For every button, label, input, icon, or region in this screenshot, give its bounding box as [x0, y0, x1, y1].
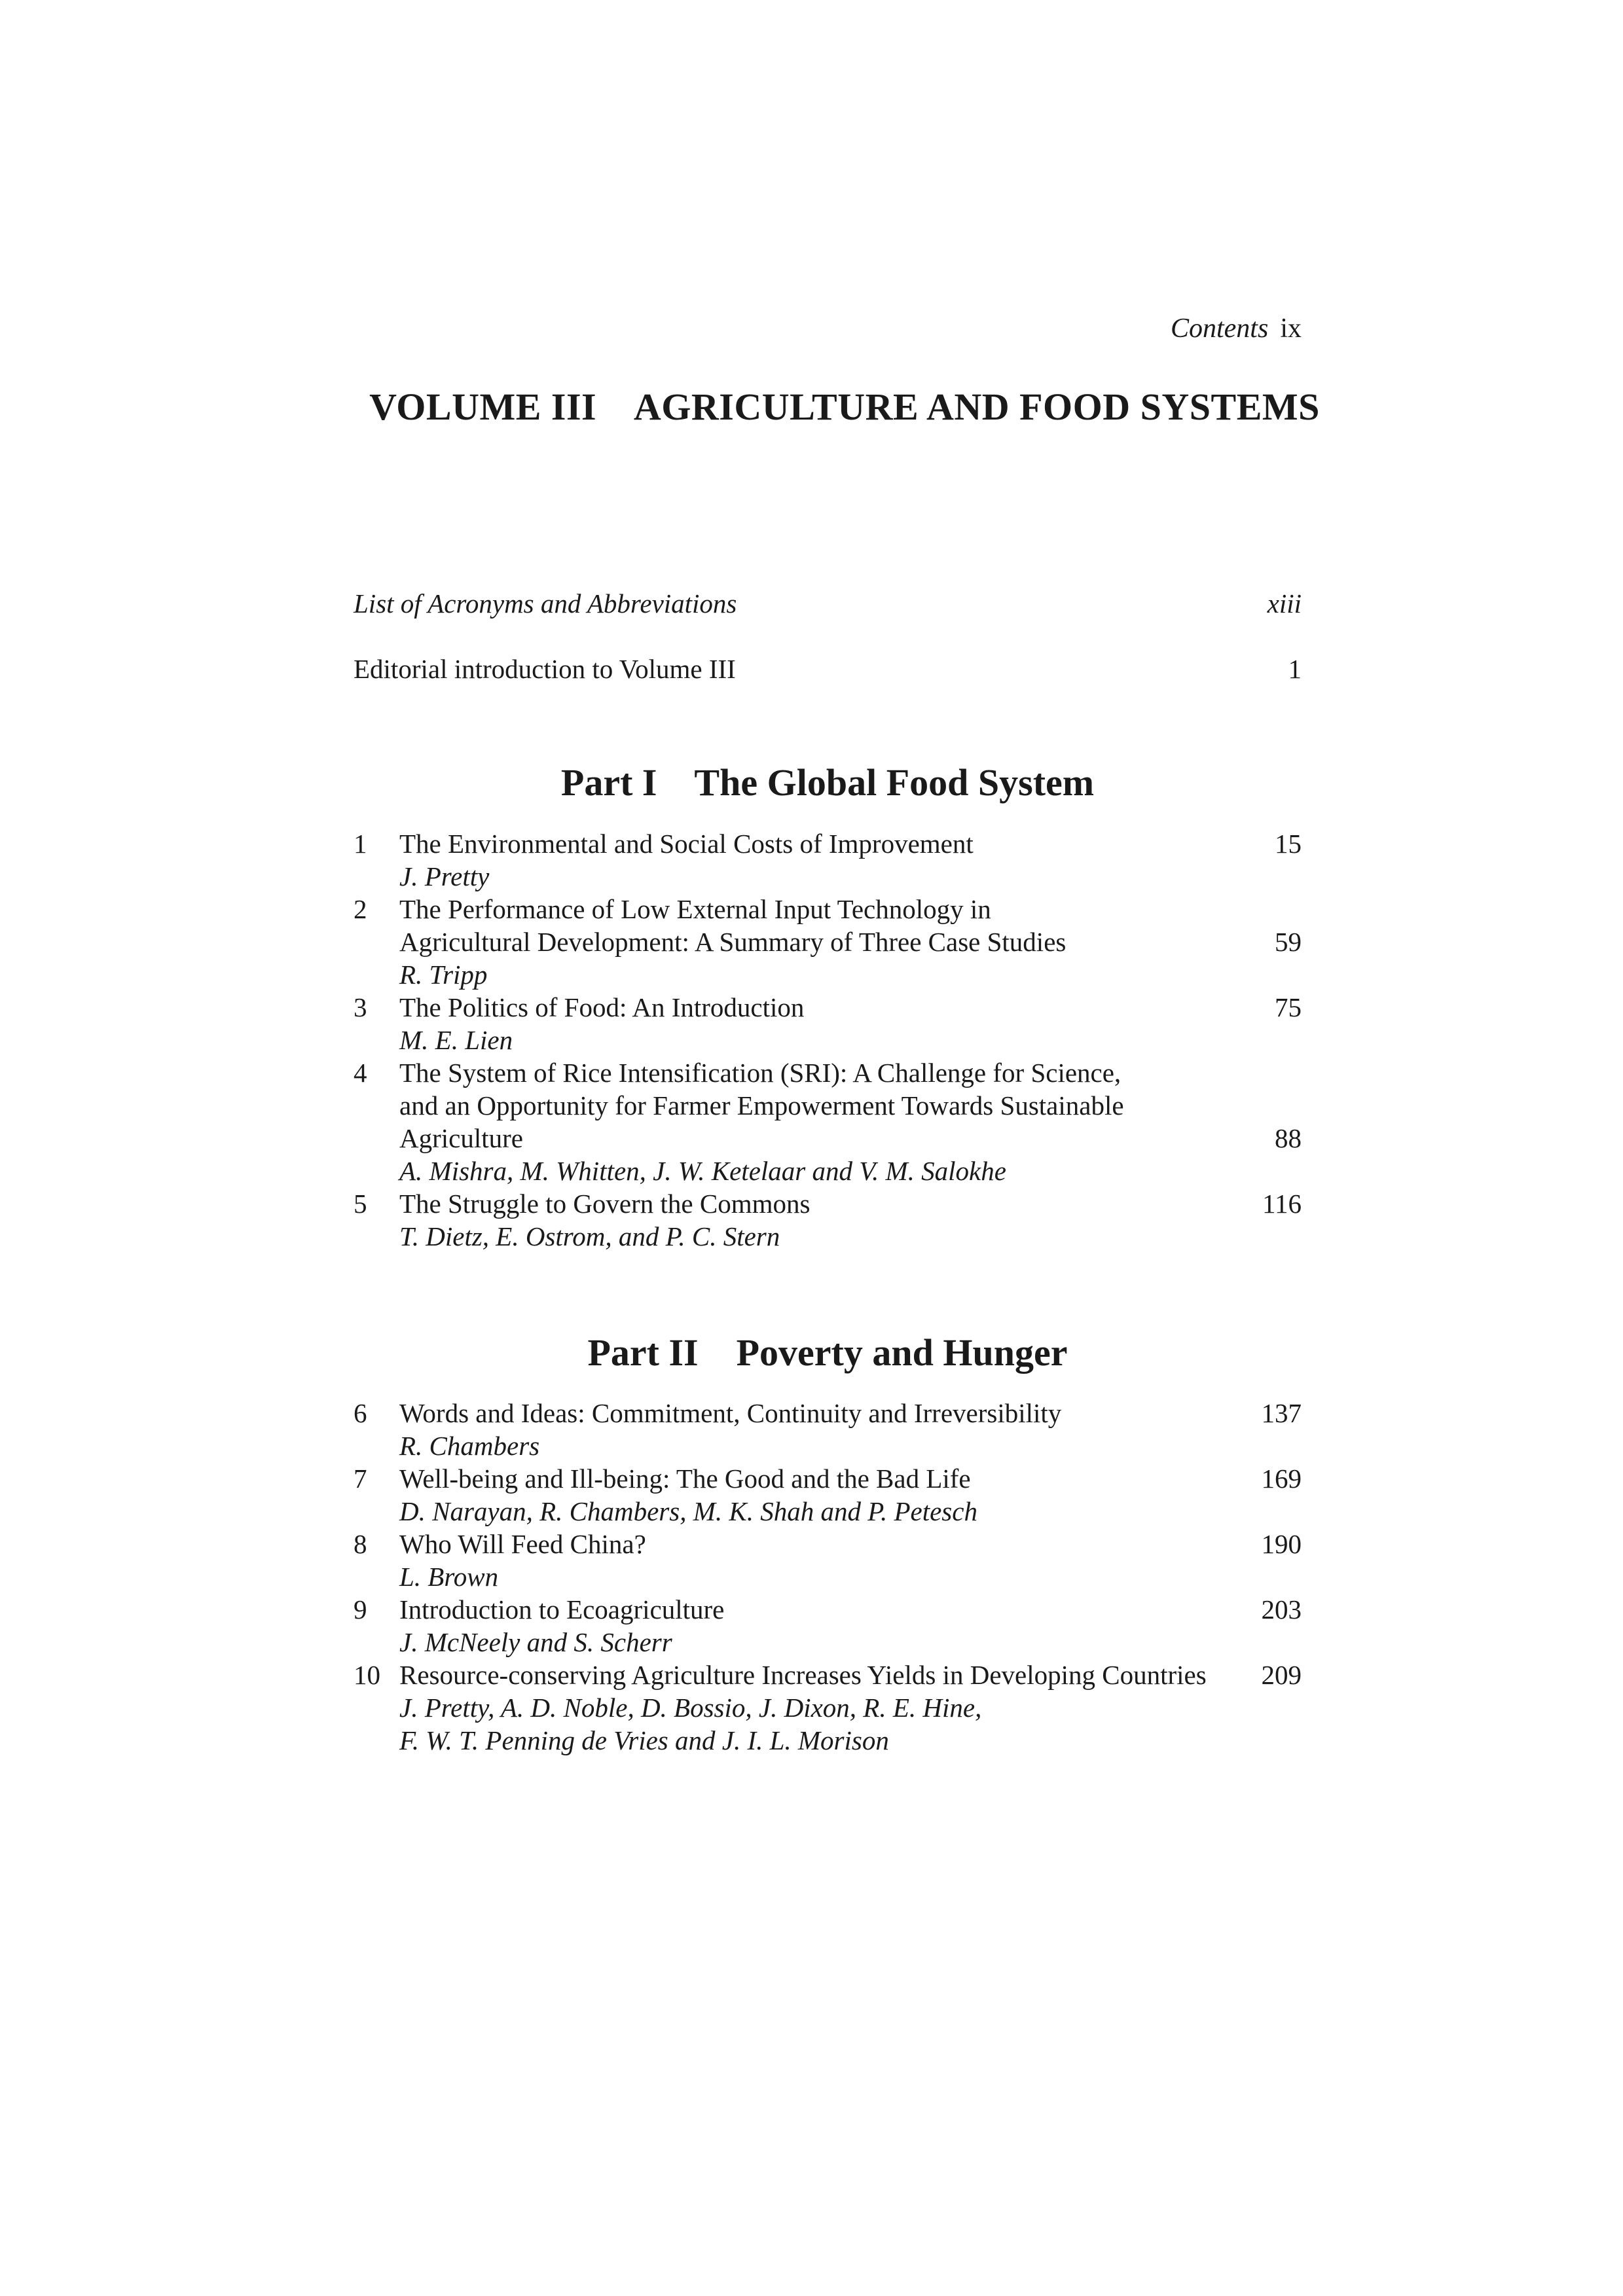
toc-entry: [354, 1397, 1302, 1462]
chapter-title-line: The System of Rice Intensification (SRI): A Challenge for Science,: [399, 1058, 1122, 1088]
front-matter-page: xiii: [1267, 588, 1302, 619]
chapter-page-number: 203: [1261, 1594, 1302, 1624]
chapter-body: [399, 1397, 1203, 1462]
toc-entry: [354, 1462, 1302, 1528]
front-matter-item: [354, 653, 1302, 685]
chapter-number: 2: [354, 894, 367, 924]
toc-list-part-2: [354, 1397, 1302, 1757]
chapter-authors: J. Pretty, A. D. Noble, D. Bossio, J. Dixon, R. E. Hine,: [399, 1693, 982, 1723]
chapter-title-line: The Struggle to Govern the Commons: [399, 1189, 811, 1219]
chapter-authors: L. Brown: [399, 1562, 499, 1592]
toc-entry: [354, 893, 1302, 991]
part-heading: Part II Poverty and Hunger: [587, 1331, 1068, 1374]
chapter-body: [399, 1528, 1203, 1593]
chapter-page-number: 15: [1275, 829, 1302, 859]
chapter-page-number: 116: [1262, 1189, 1302, 1219]
part-heading: Part I The Global Food System: [560, 761, 1095, 804]
chapter-title-line: and an Opportunity for Farmer Empowerment Towards Sustainable: [399, 1090, 1124, 1121]
chapter-body: [399, 827, 1203, 893]
chapter-title-line: Agricultural Development: A Summary of Three Case Studies: [399, 927, 1067, 957]
chapter-body: [399, 1187, 1203, 1253]
toc-entry: [354, 1056, 1302, 1187]
running-head-page-number: ix: [1280, 314, 1302, 344]
chapter-page-number: 190: [1261, 1529, 1302, 1559]
chapter-number: 4: [354, 1058, 367, 1088]
toc-entry: [354, 1593, 1302, 1659]
chapter-title-line: The Politics of Food: An Introduction: [399, 992, 805, 1022]
chapter-authors: A. Mishra, M. Whitten, J. W. Ketelaar and V. M. Salokhe: [399, 1156, 1006, 1186]
chapter-page-number: 169: [1261, 1463, 1302, 1494]
chapter-number: 10: [354, 1660, 380, 1690]
toc-entry: [354, 1187, 1302, 1253]
chapter-authors: J. Pretty: [399, 861, 490, 891]
chapter-authors: R. Chambers: [399, 1431, 540, 1461]
chapter-page-number: 137: [1261, 1398, 1302, 1428]
chapter-body: [399, 1462, 1203, 1528]
chapter-title-line: Agriculture: [399, 1123, 523, 1153]
chapter-page-number: 59: [1275, 927, 1302, 957]
chapter-authors: D. Narayan, R. Chambers, M. K. Shah and P. Petesch: [399, 1496, 977, 1526]
chapter-body: [399, 893, 1203, 991]
chapter-title-line: Words and Ideas: Commitment, Continuity and Irreversibility: [399, 1398, 1062, 1428]
chapter-authors: J. McNeely and S. Scherr: [399, 1627, 672, 1657]
chapter-number: 9: [354, 1594, 367, 1624]
chapter-authors: R. Tripp: [399, 960, 488, 990]
chapter-body: [399, 991, 1203, 1056]
chapter-title-line: The Environmental and Social Costs of Improvement: [399, 829, 974, 859]
chapter-body: [399, 1659, 1207, 1757]
chapter-number: 3: [354, 992, 367, 1022]
chapter-title-line: Introduction to Ecoagriculture: [399, 1594, 725, 1624]
chapter-title-line: Resource-conserving Agriculture Increases Yields in Developing Countries: [399, 1660, 1207, 1690]
chapter-page-number: 88: [1275, 1123, 1302, 1153]
front-matter-title: Editorial introduction to Volume III: [354, 654, 736, 684]
running-head-title: Contents: [1170, 314, 1269, 344]
chapter-page-number: 75: [1275, 992, 1302, 1022]
chapter-authors: T. Dietz, E. Ostrom, and P. C. Stern: [399, 1221, 780, 1251]
chapter-authors: F. W. T. Penning de Vries and J. I. L. Morison: [399, 1725, 889, 1755]
chapter-body: [399, 1593, 1203, 1659]
front-matter-item: [354, 588, 1302, 619]
chapter-title-line: Who Will Feed China?: [399, 1529, 646, 1559]
running-head: [1048, 313, 1302, 344]
chapter-number: 5: [354, 1189, 367, 1219]
front-matter-page: 1: [1288, 654, 1302, 684]
toc-entry: [354, 827, 1302, 893]
chapter-title-line: Well-being and Ill-being: The Good and the Bad Life: [399, 1463, 971, 1494]
volume-title: VOLUME III AGRICULTURE AND FOOD SYSTEMS: [369, 386, 1320, 428]
toc-entry: [354, 991, 1302, 1056]
toc-entry: [354, 1659, 1302, 1757]
chapter-number: 7: [354, 1463, 367, 1494]
chapter-page-number: 209: [1261, 1660, 1302, 1690]
chapter-number: 6: [354, 1398, 367, 1428]
toc-entry: [354, 1528, 1302, 1593]
front-matter-title: List of Acronyms and Abbreviations: [354, 588, 737, 619]
chapter-title-line: The Performance of Low External Input Technology in: [399, 894, 991, 924]
chapter-number: 8: [354, 1529, 367, 1559]
chapter-authors: M. E. Lien: [399, 1025, 513, 1055]
chapter-body: [399, 1056, 1203, 1187]
toc-list-part-1: [354, 827, 1302, 1253]
chapter-number: 1: [354, 829, 367, 859]
